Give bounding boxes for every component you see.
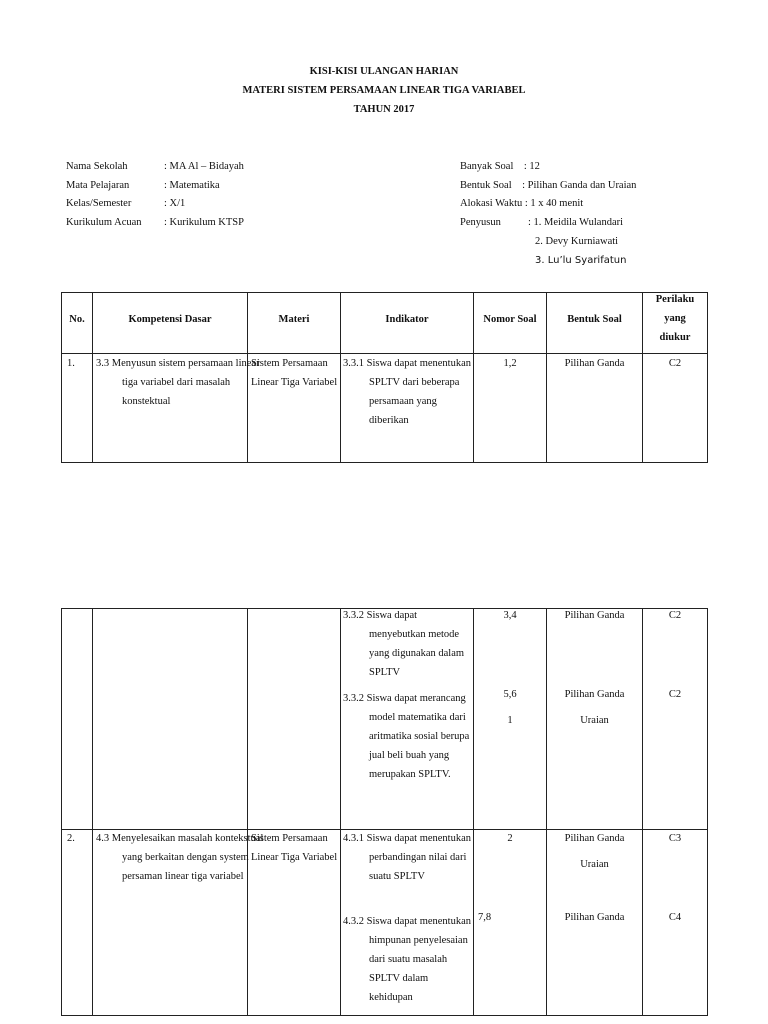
penyusun-3: 3. Lu’lu Syarifatun [535, 255, 627, 266]
row1-materi: Sistem Persamaan Linear Tiga Variabel [251, 358, 338, 388]
info-banyak-soal: Banyak Soal : 12 [460, 161, 540, 172]
row3-bentuk-a1: Pilihan Ganda [564, 833, 625, 844]
row1-nomor-soal: 1,2 [503, 358, 517, 369]
row3-indikator-b: 4.3.2 Siswa dapat menentukan himpunan penyelesaian dari suatu masalah SPLTV dalam kehidupan [343, 916, 472, 1003]
header-perilaku-2: yang [664, 313, 686, 324]
row1-indikator: 3.3.1 Siswa dapat menentukan SPLTV dari beberapa persamaan yang diberikan [343, 358, 472, 426]
header-kompetensi-dasar: Kompetensi Dasar [128, 314, 212, 325]
penyusun-1: : 1. Meidila Wulandari [528, 217, 624, 228]
row1-bentuk-soal: Pilihan Ganda [564, 358, 625, 369]
label-nama-sekolah: Nama Sekolah [66, 161, 128, 172]
row2-perilaku-b: C2 [668, 689, 682, 700]
row3-perilaku-a: C3 [668, 833, 682, 844]
label-mata-pelajaran: Mata Pelajaran [66, 180, 130, 191]
row3-perilaku-b: C4 [668, 912, 682, 923]
header-materi: Materi [278, 314, 310, 325]
kisi-table-page2 [61, 608, 708, 1016]
row1-kompetensi: 3.3 Menyusun sistem persamaan linear tiga variabel dari masalah konstektual [96, 358, 260, 407]
label-kelas-semester: Kelas/Semester [66, 198, 132, 209]
row3-materi: Sistem Persamaan Linear Tiga Variabel [251, 833, 338, 863]
row1-no: 1. [67, 358, 75, 369]
row2-bentuk-a: Pilihan Ganda [564, 610, 625, 621]
row3-bentuk-b: Pilihan Ganda [564, 912, 625, 923]
header-no: No. [69, 314, 85, 325]
info-alokasi-waktu: Alokasi Waktu : 1 x 40 menit [460, 198, 584, 209]
header-indikator: Indikator [385, 314, 429, 325]
row2-bentuk-b2: Uraian [580, 715, 609, 726]
value-kelas-semester: : X/1 [164, 198, 186, 209]
row2-perilaku-a: C2 [668, 610, 682, 621]
row3-nomor-b: 7,8 [478, 912, 492, 923]
row2-indikator-b: 3.3.2 Siswa dapat merancang model matematika dari aritmatika sosial berupa jual beli buah yang merupakan SPLTV. [343, 693, 470, 780]
row3-kompetensi: 4.3 Menyelesaikan masalah kontekstual yang berkaitan dengan system persaman linear tiga variabel [96, 833, 264, 882]
value-mata-pelajaran: : Matematika [164, 180, 220, 191]
row3-no: 2. [67, 833, 75, 844]
doc-title: KISI-KISI ULANGAN HARIAN [309, 66, 459, 77]
row2-bentuk-b1: Pilihan Ganda [564, 689, 625, 700]
row3-nomor-a: 2 [507, 833, 513, 844]
label-kurikulum: Kurikulum Acuan [66, 217, 142, 228]
penyusun-2: 2. Devy Kurniawati [535, 236, 619, 247]
doc-year: TAHUN 2017 [353, 104, 415, 115]
row2-nomor-b2: 1 [507, 715, 513, 726]
value-kurikulum: : Kurikulum KTSP [164, 217, 244, 228]
header-nomor-soal: Nomor Soal [483, 314, 537, 325]
row2-indikator-a: 3.3.2 Siswa dapat menyebutkan metode yang digunakan dalam SPLTV [343, 610, 465, 678]
row2-nomor-b1: 5,6 [503, 689, 517, 700]
row1-perilaku: C2 [668, 358, 682, 369]
header-bentuk-soal: Bentuk Soal [567, 314, 622, 325]
header-perilaku-3: diukur [659, 332, 691, 343]
row2-nomor-a: 3,4 [503, 610, 517, 621]
doc-subtitle: MATERI SISTEM PERSAMAAN LINEAR TIGA VARIABEL [242, 85, 526, 96]
value-nama-sekolah: : MA Al – Bidayah [164, 161, 244, 172]
label-penyusun: Penyusun [460, 217, 501, 228]
row3-indikator-a: 4.3.1 Siswa dapat menentukan perbandingan nilai dari suatu SPLTV [343, 833, 472, 882]
header-perilaku-1: Perilaku [655, 294, 695, 305]
info-bentuk-soal: Bentuk Soal : Pilihan Ganda dan Uraian [460, 180, 637, 191]
kisi-table-page1 [61, 292, 708, 463]
row3-bentuk-a2: Uraian [580, 859, 609, 870]
